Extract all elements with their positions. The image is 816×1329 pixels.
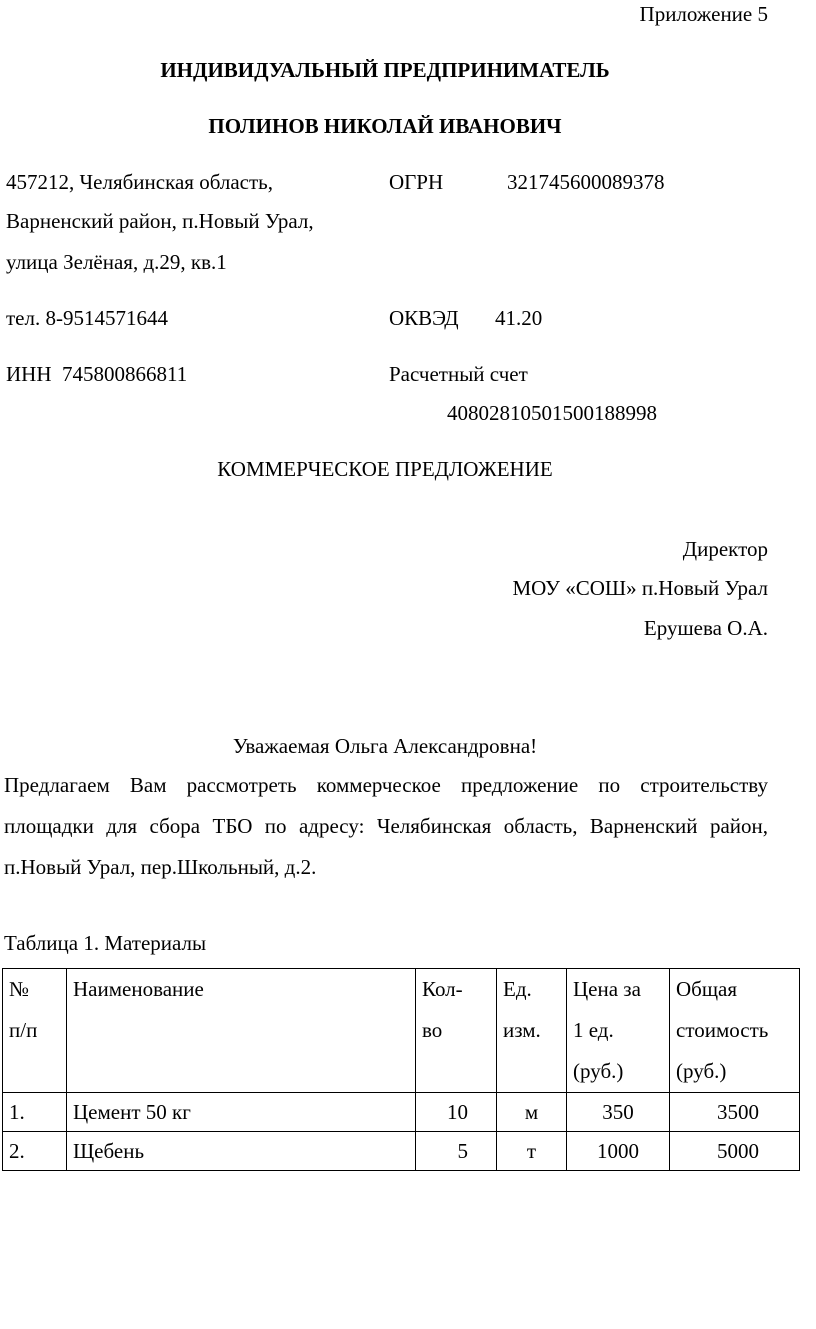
materials-table bbox=[2, 968, 800, 1171]
recipient-org: МОУ «СОШ» п.Новый Урал bbox=[512, 576, 768, 600]
cell-qty: 10 bbox=[416, 1093, 497, 1132]
body-line-1: Предлагаем Вам рассмотреть коммерческое предложение по строительству bbox=[4, 773, 768, 797]
document-title: КОММЕРЧЕСКОЕ ПРЕДЛОЖЕНИЕ bbox=[217, 457, 553, 481]
cell-price: 1000 bbox=[567, 1132, 670, 1171]
cell-price: 350 bbox=[567, 1093, 670, 1132]
appendix-label: Приложение 5 bbox=[639, 2, 768, 26]
ogrn-label: ОГРН bbox=[389, 170, 444, 194]
cell-name: Цемент 50 кг bbox=[67, 1093, 416, 1132]
cell-num: 2. bbox=[3, 1132, 67, 1171]
inn: ИНН 745800866811 bbox=[6, 362, 188, 386]
header-name: Наименование bbox=[67, 969, 416, 1093]
cell-total: 3500 bbox=[670, 1093, 800, 1132]
table-row bbox=[3, 1093, 800, 1132]
okved-label: ОКВЭД bbox=[389, 306, 459, 330]
account-value: 40802810501500188998 bbox=[447, 401, 657, 425]
header-total: Общая стоимость (руб.) bbox=[670, 969, 800, 1093]
entrepreneur-title: ИНДИВИДУАЛЬНЫЙ ПРЕДПРИНИМАТЕЛЬ bbox=[160, 58, 610, 82]
recipient-position: Директор bbox=[682, 537, 768, 561]
cell-qty: 5 bbox=[416, 1132, 497, 1171]
header-qty: Кол- во bbox=[416, 969, 497, 1093]
okved-value: 41.20 bbox=[495, 306, 543, 330]
header-unit: Ед. изм. bbox=[497, 969, 567, 1093]
cell-total: 5000 bbox=[670, 1132, 800, 1171]
cell-unit: т bbox=[497, 1132, 567, 1171]
table-header-row bbox=[3, 969, 800, 1093]
body-line-2: площадки для сбора ТБО по адресу: Челябинская область, Варненский район, bbox=[4, 814, 768, 838]
table-row bbox=[3, 1132, 800, 1171]
account-label: Расчетный счет bbox=[389, 362, 528, 386]
body-line-3: п.Новый Урал, пер.Школьный, д.2. bbox=[4, 855, 317, 879]
table-caption: Таблица 1. Материалы bbox=[4, 931, 207, 955]
cell-num: 1. bbox=[3, 1093, 67, 1132]
cell-unit: м bbox=[497, 1093, 567, 1132]
recipient-name: Ерушева О.А. bbox=[643, 616, 768, 640]
greeting: Уважаемая Ольга Александровна! bbox=[232, 734, 538, 758]
header-num: № п/п bbox=[3, 969, 67, 1093]
address-line-2: Варненский район, п.Новый Урал, bbox=[6, 209, 314, 233]
address-line-3: улица Зелёная, д.29, кв.1 bbox=[6, 250, 227, 274]
cell-name: Щебень bbox=[67, 1132, 416, 1171]
address-line-1: 457212, Челябинская область, bbox=[6, 170, 273, 194]
ogrn-value: 321745600089378 bbox=[507, 170, 665, 194]
entrepreneur-name: ПОЛИНОВ НИКОЛАЙ ИВАНОВИЧ bbox=[208, 114, 562, 138]
phone: тел. 8-9514571644 bbox=[6, 306, 168, 330]
header-price: Цена за 1 ед. (руб.) bbox=[567, 969, 670, 1093]
